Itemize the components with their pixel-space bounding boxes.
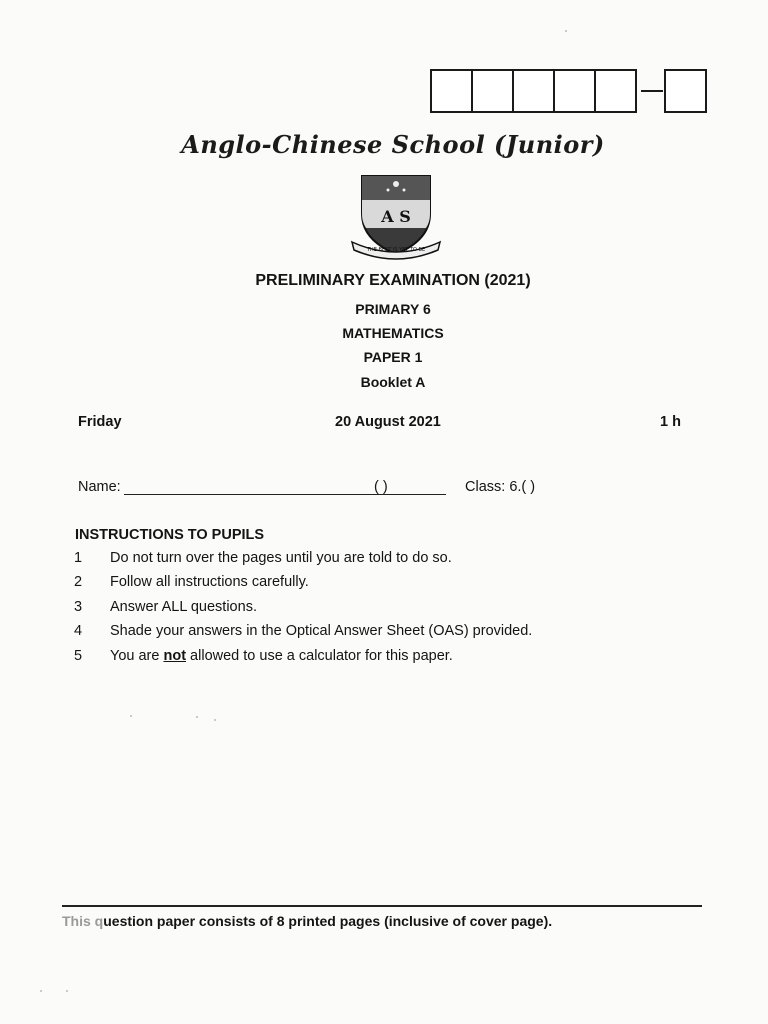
- footer-faded-text: This q: [62, 913, 104, 929]
- instructions-list: [74, 550, 674, 672]
- footer-text: uestion paper consists of 8 printed pages (inclusive of cover page).: [103, 913, 553, 929]
- svg-text:A S: A S: [381, 207, 411, 226]
- name-field[interactable]: [124, 494, 446, 495]
- scan-speck: [214, 719, 216, 721]
- instruction-text-start: You are: [110, 647, 164, 664]
- candidate-row: [78, 479, 678, 501]
- index-box[interactable]: [430, 69, 473, 113]
- instruction-number: 1: [74, 550, 83, 566]
- index-number-boxes: [430, 68, 707, 114]
- scan-speck: [40, 990, 42, 992]
- scan-speck: [565, 30, 567, 32]
- index-box[interactable]: [512, 69, 555, 113]
- instruction-text: Answer ALL questions.: [110, 598, 257, 615]
- exam-day: Friday: [78, 414, 122, 430]
- exam-level: PRIMARY 6: [355, 301, 431, 317]
- footer-note: [62, 913, 552, 929]
- index-box[interactable]: [553, 69, 596, 113]
- instruction-item: [74, 574, 674, 598]
- instruction-item: [74, 599, 674, 623]
- exam-title: PRELIMINARY EXAMINATION (2021): [255, 272, 531, 289]
- instruction-text: Do not turn over the pages until you are told to do so.: [110, 550, 452, 566]
- exam-duration: 1 h: [660, 414, 681, 430]
- scan-speck: [66, 990, 68, 992]
- exam-booklet: Booklet A: [360, 374, 426, 390]
- instruction-text: Follow all instructions carefully.: [110, 574, 309, 591]
- instruction-item: [74, 648, 674, 672]
- exam-subject: MATHEMATICS: [342, 325, 444, 341]
- instruction-item: [74, 623, 674, 647]
- instruction-text: [110, 648, 453, 664]
- index-box[interactable]: [471, 69, 514, 113]
- register-number-field[interactable]: ( ): [374, 479, 388, 495]
- instruction-number: 3: [74, 598, 83, 615]
- instruction-number: 2: [74, 574, 83, 591]
- index-check-box[interactable]: [664, 69, 707, 113]
- footer-divider: [62, 905, 702, 907]
- instruction-text-end: allowed to use a calculator for this paper.: [186, 647, 453, 664]
- instruction-number: 4: [74, 623, 83, 640]
- svg-text:THE BEST IS YET TO BE: THE BEST IS YET TO BE: [366, 247, 426, 253]
- instruction-item: [74, 550, 674, 574]
- scan-speck: [130, 715, 132, 717]
- school-crest-logo: [348, 170, 444, 262]
- instructions-heading: INSTRUCTIONS TO PUPILS: [75, 527, 265, 543]
- exam-paper: PAPER 1: [363, 349, 423, 365]
- index-box[interactable]: [594, 69, 637, 113]
- index-dash: [641, 90, 663, 92]
- class-field[interactable]: Class: 6.( ): [465, 479, 536, 495]
- instruction-text: Shade your answers in the Optical Answer Sheet (OAS) provided.: [110, 623, 533, 640]
- scan-speck: [196, 716, 198, 718]
- exam-date: 20 August 2021: [335, 414, 441, 430]
- school-name: Anglo-Chinese School (Junior): [181, 130, 605, 159]
- instruction-emphasis: not: [163, 647, 187, 664]
- instruction-number: 5: [74, 647, 83, 664]
- name-label: Name:: [78, 479, 121, 495]
